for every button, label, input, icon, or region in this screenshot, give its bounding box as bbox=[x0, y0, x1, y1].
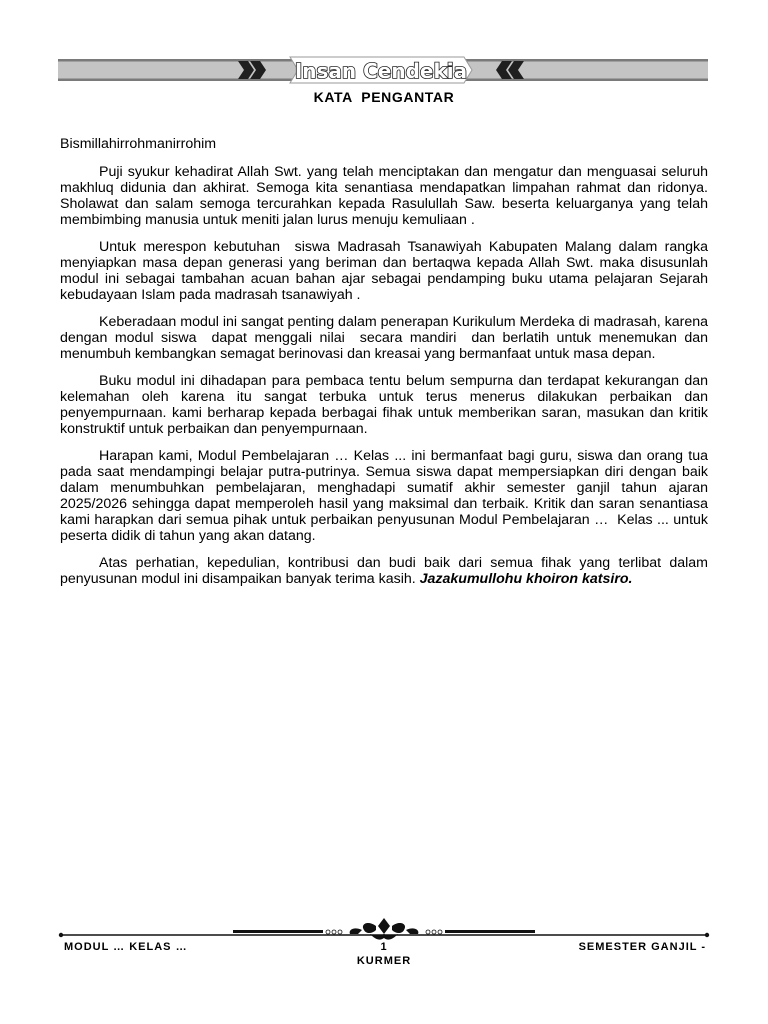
paragraph: Keberadaan modul ini sangat penting dalam penerapan Kurikulum Merdeka di madrasah, karena dengan modul siswa dapat menggali nilai secara mandiri dan berlatih untuk menemukan dan menumbuh kembangkan semagat berinovasi dan kreasai yang bermanfaat untuk masa depan. bbox=[60, 314, 712, 362]
closing-paragraph bbox=[60, 555, 712, 587]
paragraph: Untuk merespon kebutuhan siswa Madrasah Tsanawiyah Kabupaten Malang dalam rangka menyiapkan masa depan generasi yang beriman dan bertaqwa kepada Allah Swt. maka disusunlah modul ini sebagai tambahan acuan bahan ajar sebagai pendamping buku utama pelajaran Sejarah kebudayaan Islam pada madrasah tsanawiyah . bbox=[60, 239, 712, 303]
document-body bbox=[60, 136, 712, 598]
page-number: 1 bbox=[380, 941, 388, 953]
footer-semester-label: SEMESTER GANJIL - bbox=[578, 941, 706, 953]
closing-phrase: Jazakumullohu khoiron katsiro. bbox=[419, 571, 633, 587]
paragraph: Harapan kami, Modul Pembelajaran … Kelas ... ini bermanfaat bagi guru, siswa dan orang tua pada saat mendampingi belajar putra-putrinya. Semua siswa dapat mempersiapkan diri dengan baik dalam menumbuhkan pembelajaran, menghadapi sumatif akhir semester ganjil tahun ajaran 2025/2026 sehingga dapat memperoleh hasil yang maksimal dan terbaik. Kritik dan saran senantiasa kami harapkan dari semua pihak untuk perbaikan penyusunan Modul Pembelajaran … Kelas ... untuk peserta didik di tahun yang akan datang. bbox=[60, 448, 712, 544]
footer-curriculum-label: KURMER bbox=[356, 955, 412, 967]
footer-ornament bbox=[58, 916, 710, 942]
flourish-icon bbox=[326, 918, 442, 940]
brand-logo-text: Insan Cendekia bbox=[294, 59, 468, 83]
header-banner bbox=[58, 55, 708, 85]
greeting: Bismillahirrohmanirrohim bbox=[60, 136, 217, 152]
closing-paragraph-text: Atas perhatian, kepedulian, kontribusi dan budi baik dari semua fihak yang terlibat dalam penyusunan modul ini disampaikan banyak terima kasih. bbox=[60, 555, 712, 587]
footer-module-label: MODUL … KELAS … bbox=[64, 941, 188, 953]
page-title: KATA PENGANTAR bbox=[313, 89, 455, 105]
paragraph: Buku modul ini dihadapan para pembaca tentu belum sempurna dan terdapat kekurangan dan kelemahan oleh karena itu sangat terbuka untuk terus menerus dilakukan perbaikan dan penyempurnaan. kami berharap kepada berbagai fihak untuk memberikan saran, masukan dan kritik konstruktif untuk perbaikan dan penyempurnaan. bbox=[60, 373, 712, 437]
paragraph: Puji syukur kehadirat Allah Swt. yang telah menciptakan dan mengatur dan menguasai seluruh makhluq didunia dan akhirat. Semoga kita senantiasa mendapatkan limpahan rahmat dan ridonya. Sholawat dan salam semoga tercurahkan kepada Rasulullah Saw. beserta keluarganya yang telah membimbing manusia untuk meniti jalan lurus menuju kemuliaan . bbox=[60, 164, 712, 228]
